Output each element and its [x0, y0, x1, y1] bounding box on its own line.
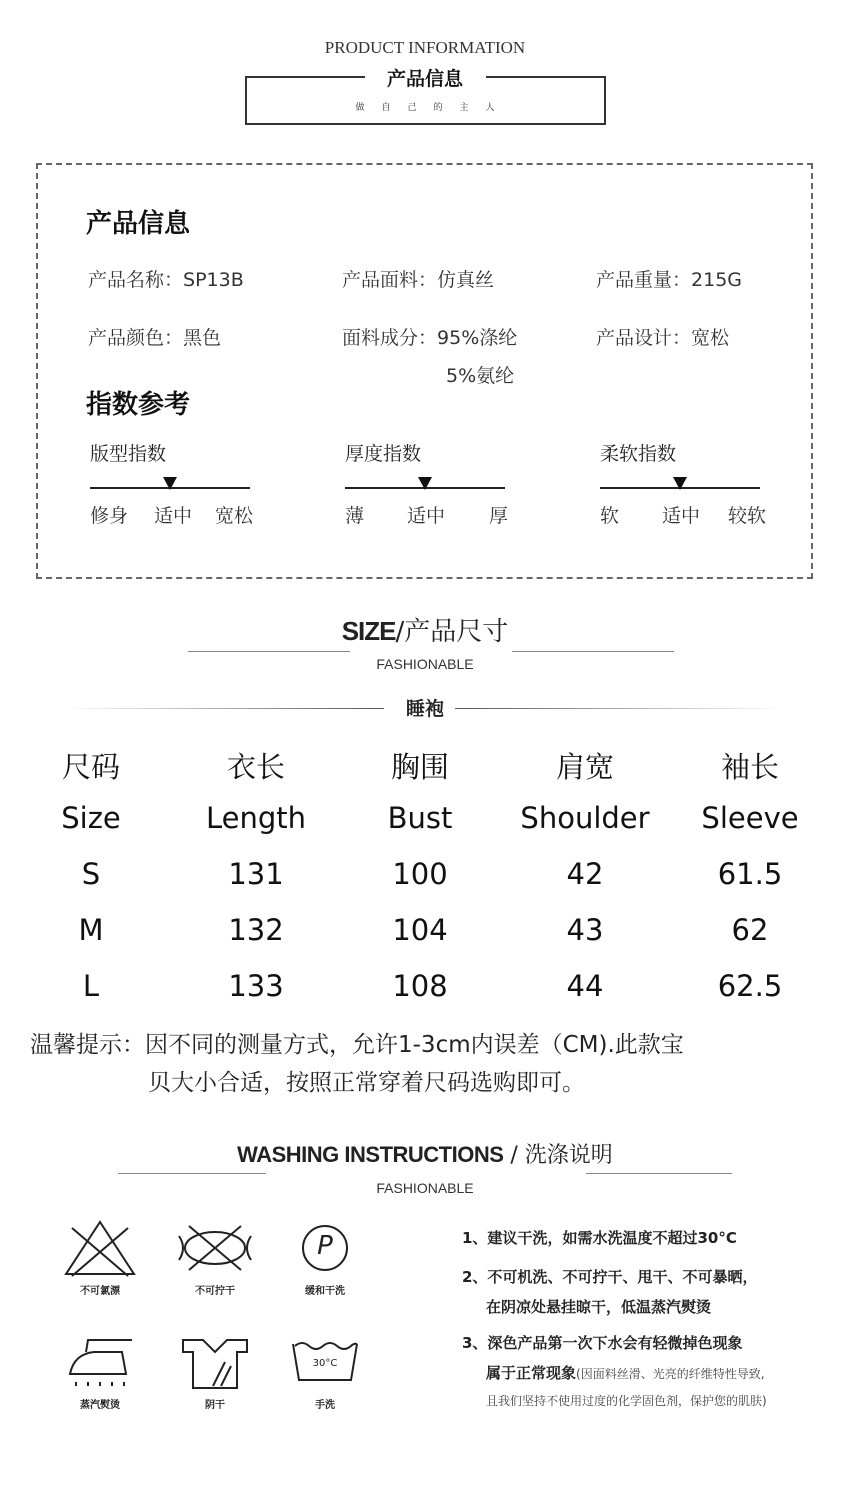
- scale-marker-icon: [673, 477, 687, 490]
- scale-fit-right: 宽松: [215, 505, 254, 527]
- wash-note-3a: 3、深色产品第一次下水会有轻微掉色现象: [462, 1334, 743, 1352]
- info-color: [88, 323, 221, 350]
- info-fabric: [342, 265, 494, 292]
- header-cell: 尺码: [61, 750, 120, 784]
- size-line-right: [512, 651, 674, 652]
- info-weight: [596, 265, 742, 292]
- header-cell: Size: [61, 801, 121, 835]
- table-cell: 61.5: [717, 857, 783, 891]
- washing-title-en: WASHING INSTRUCTIONS: [237, 1142, 504, 1167]
- size-line-left: [188, 651, 350, 652]
- header-subtitle: 做自己的主人: [355, 103, 512, 113]
- size-table: [0, 745, 850, 1025]
- table-cell: 43: [566, 913, 604, 947]
- table-cell: 100: [392, 857, 448, 891]
- header-cell: 胸围: [390, 750, 449, 784]
- wash-note-3b-bold: 属于正常现象: [486, 1364, 577, 1382]
- scale-thickness-title: 厚度指数: [345, 443, 422, 465]
- steam-iron-label: 蒸汽熨烫: [80, 1400, 120, 1411]
- info-fabric-value: 仿真丝: [437, 269, 495, 291]
- size-header-en-row: [0, 801, 850, 857]
- info-design-label: 产品设计：: [596, 327, 692, 349]
- washing-line-right: [586, 1173, 732, 1174]
- wash-note-3b: [486, 1362, 765, 1383]
- info-weight-value: 215G: [691, 269, 743, 291]
- scale-fit-title: 版型指数: [90, 443, 167, 465]
- scale-fit-mid: 适中: [154, 505, 193, 527]
- header-cell: Sleeve: [701, 801, 799, 835]
- steam-iron-icon: [60, 1332, 140, 1392]
- scale-thickness-mid: 适中: [407, 505, 446, 527]
- size-header-cn-row: [0, 745, 850, 801]
- table-cell: 44: [566, 969, 604, 1003]
- table-cell: 133: [228, 969, 284, 1003]
- no-wring-label: 不可拧干: [195, 1286, 235, 1297]
- size-title: [0, 611, 850, 648]
- scale-fit: [90, 465, 254, 527]
- index-title: 指数参考: [86, 390, 191, 420]
- header-english-title: PRODUCT INFORMATION: [324, 38, 526, 57]
- table-row: [0, 969, 850, 1025]
- info-name-value: SP13B: [183, 269, 244, 291]
- washing-fashionable: FASHIONABLE: [376, 1180, 474, 1196]
- table-cell: 131: [228, 857, 284, 891]
- scale-softness-title: 柔软指数: [600, 443, 677, 465]
- info-fabric-label: 产品面料：: [342, 269, 438, 291]
- size-title-en: SIZE: [341, 616, 396, 646]
- table-cell: L: [82, 969, 100, 1003]
- table-cell: 108: [392, 969, 448, 1003]
- hand-wash-label: 手洗: [315, 1400, 335, 1411]
- scale-marker-icon: [418, 477, 432, 490]
- info-composition: [342, 323, 517, 350]
- scale-thickness-left: 薄: [345, 505, 365, 527]
- info-composition-value-2: 5%氨纶: [446, 365, 515, 387]
- header-cell: 衣长: [226, 750, 285, 784]
- washing-title-cn: / 洗涤说明: [503, 1143, 613, 1168]
- wash-note-2b: 在阴凉处悬挂晾干，低温蒸汽熨烫: [486, 1298, 712, 1316]
- info-color-label: 产品颜色：: [88, 327, 184, 349]
- info-color-value: 黑色: [183, 327, 222, 349]
- header-cell: 袖长: [720, 750, 779, 784]
- scale-softness-left: 软: [600, 505, 620, 527]
- scale-softness-mid: 适中: [662, 505, 701, 527]
- header-cell: 肩宽: [555, 750, 614, 784]
- wash-note-3b-small: (因面料丝滑、光亮的纤维特性导致,: [576, 1367, 765, 1381]
- table-cell: 104: [392, 913, 448, 947]
- table-cell: 62: [731, 913, 769, 947]
- scale-softness: [600, 465, 767, 527]
- scale-softness-right: 较软: [728, 505, 767, 527]
- category-label: 睡袍: [405, 698, 444, 720]
- scale-thickness: [345, 465, 509, 527]
- washing-title: [0, 1138, 850, 1169]
- hand-wash-temp: 30°C: [312, 1358, 338, 1369]
- table-row: [0, 913, 850, 969]
- header-chinese-title: 产品信息: [386, 68, 463, 90]
- table-cell: 132: [228, 913, 284, 947]
- table-cell: 62.5: [717, 969, 783, 1003]
- scale-marker-icon: [163, 477, 177, 490]
- info-design: [596, 323, 729, 350]
- info-composition-label: 面料成分：: [342, 327, 438, 349]
- info-composition-value-1: 95%涤纶: [437, 327, 518, 349]
- size-tip-line-2: 贝大小合适，按照正常穿着尺码选购即可。: [148, 1070, 585, 1096]
- info-weight-label: 产品重量：: [596, 269, 692, 291]
- table-cell: M: [78, 913, 104, 947]
- washing-line-left: [118, 1173, 266, 1174]
- size-tip-line-1: 温馨提示：因不同的测量方式，允许1-3cm内误差（CM).此款宝: [30, 1032, 684, 1058]
- table-row: [0, 857, 850, 913]
- scale-thickness-right: 厚: [489, 505, 509, 527]
- info-name: [88, 265, 244, 292]
- header-cell: Length: [205, 801, 307, 835]
- shade-dry-label: 阴干: [205, 1400, 225, 1411]
- table-cell: 42: [566, 857, 604, 891]
- no-bleach-icon: [60, 1218, 140, 1278]
- size-title-cn: /产品尺寸: [395, 617, 509, 647]
- no-wring-icon: [175, 1218, 255, 1278]
- wash-note-2a: 2、不可机洗、不可拧干、甩干、不可暴晒，: [462, 1268, 758, 1286]
- gentle-dry-clean-label: 缓和干洗: [305, 1286, 345, 1297]
- info-design-value: 宽松: [691, 327, 730, 349]
- info-title: 产品信息: [86, 209, 191, 239]
- no-bleach-label: 不可氯漂: [80, 1286, 120, 1297]
- wash-note-3c: 且我们坚持不使用过度的化学固色剂，保护您的肌肤): [486, 1394, 767, 1408]
- dry-clean-symbol: P: [317, 1231, 333, 1261]
- table-cell: S: [81, 857, 101, 891]
- header-cell: Bust: [387, 801, 453, 835]
- info-name-label: 产品名称：: [88, 269, 184, 291]
- wash-note-1: 1、建议干洗，如需水洗温度不超过30°C: [462, 1229, 737, 1247]
- shade-dry-icon: [175, 1332, 255, 1392]
- header-cell: Shoulder: [520, 801, 650, 835]
- scale-fit-left: 修身: [90, 505, 129, 527]
- size-fashionable: FASHIONABLE: [376, 656, 474, 672]
